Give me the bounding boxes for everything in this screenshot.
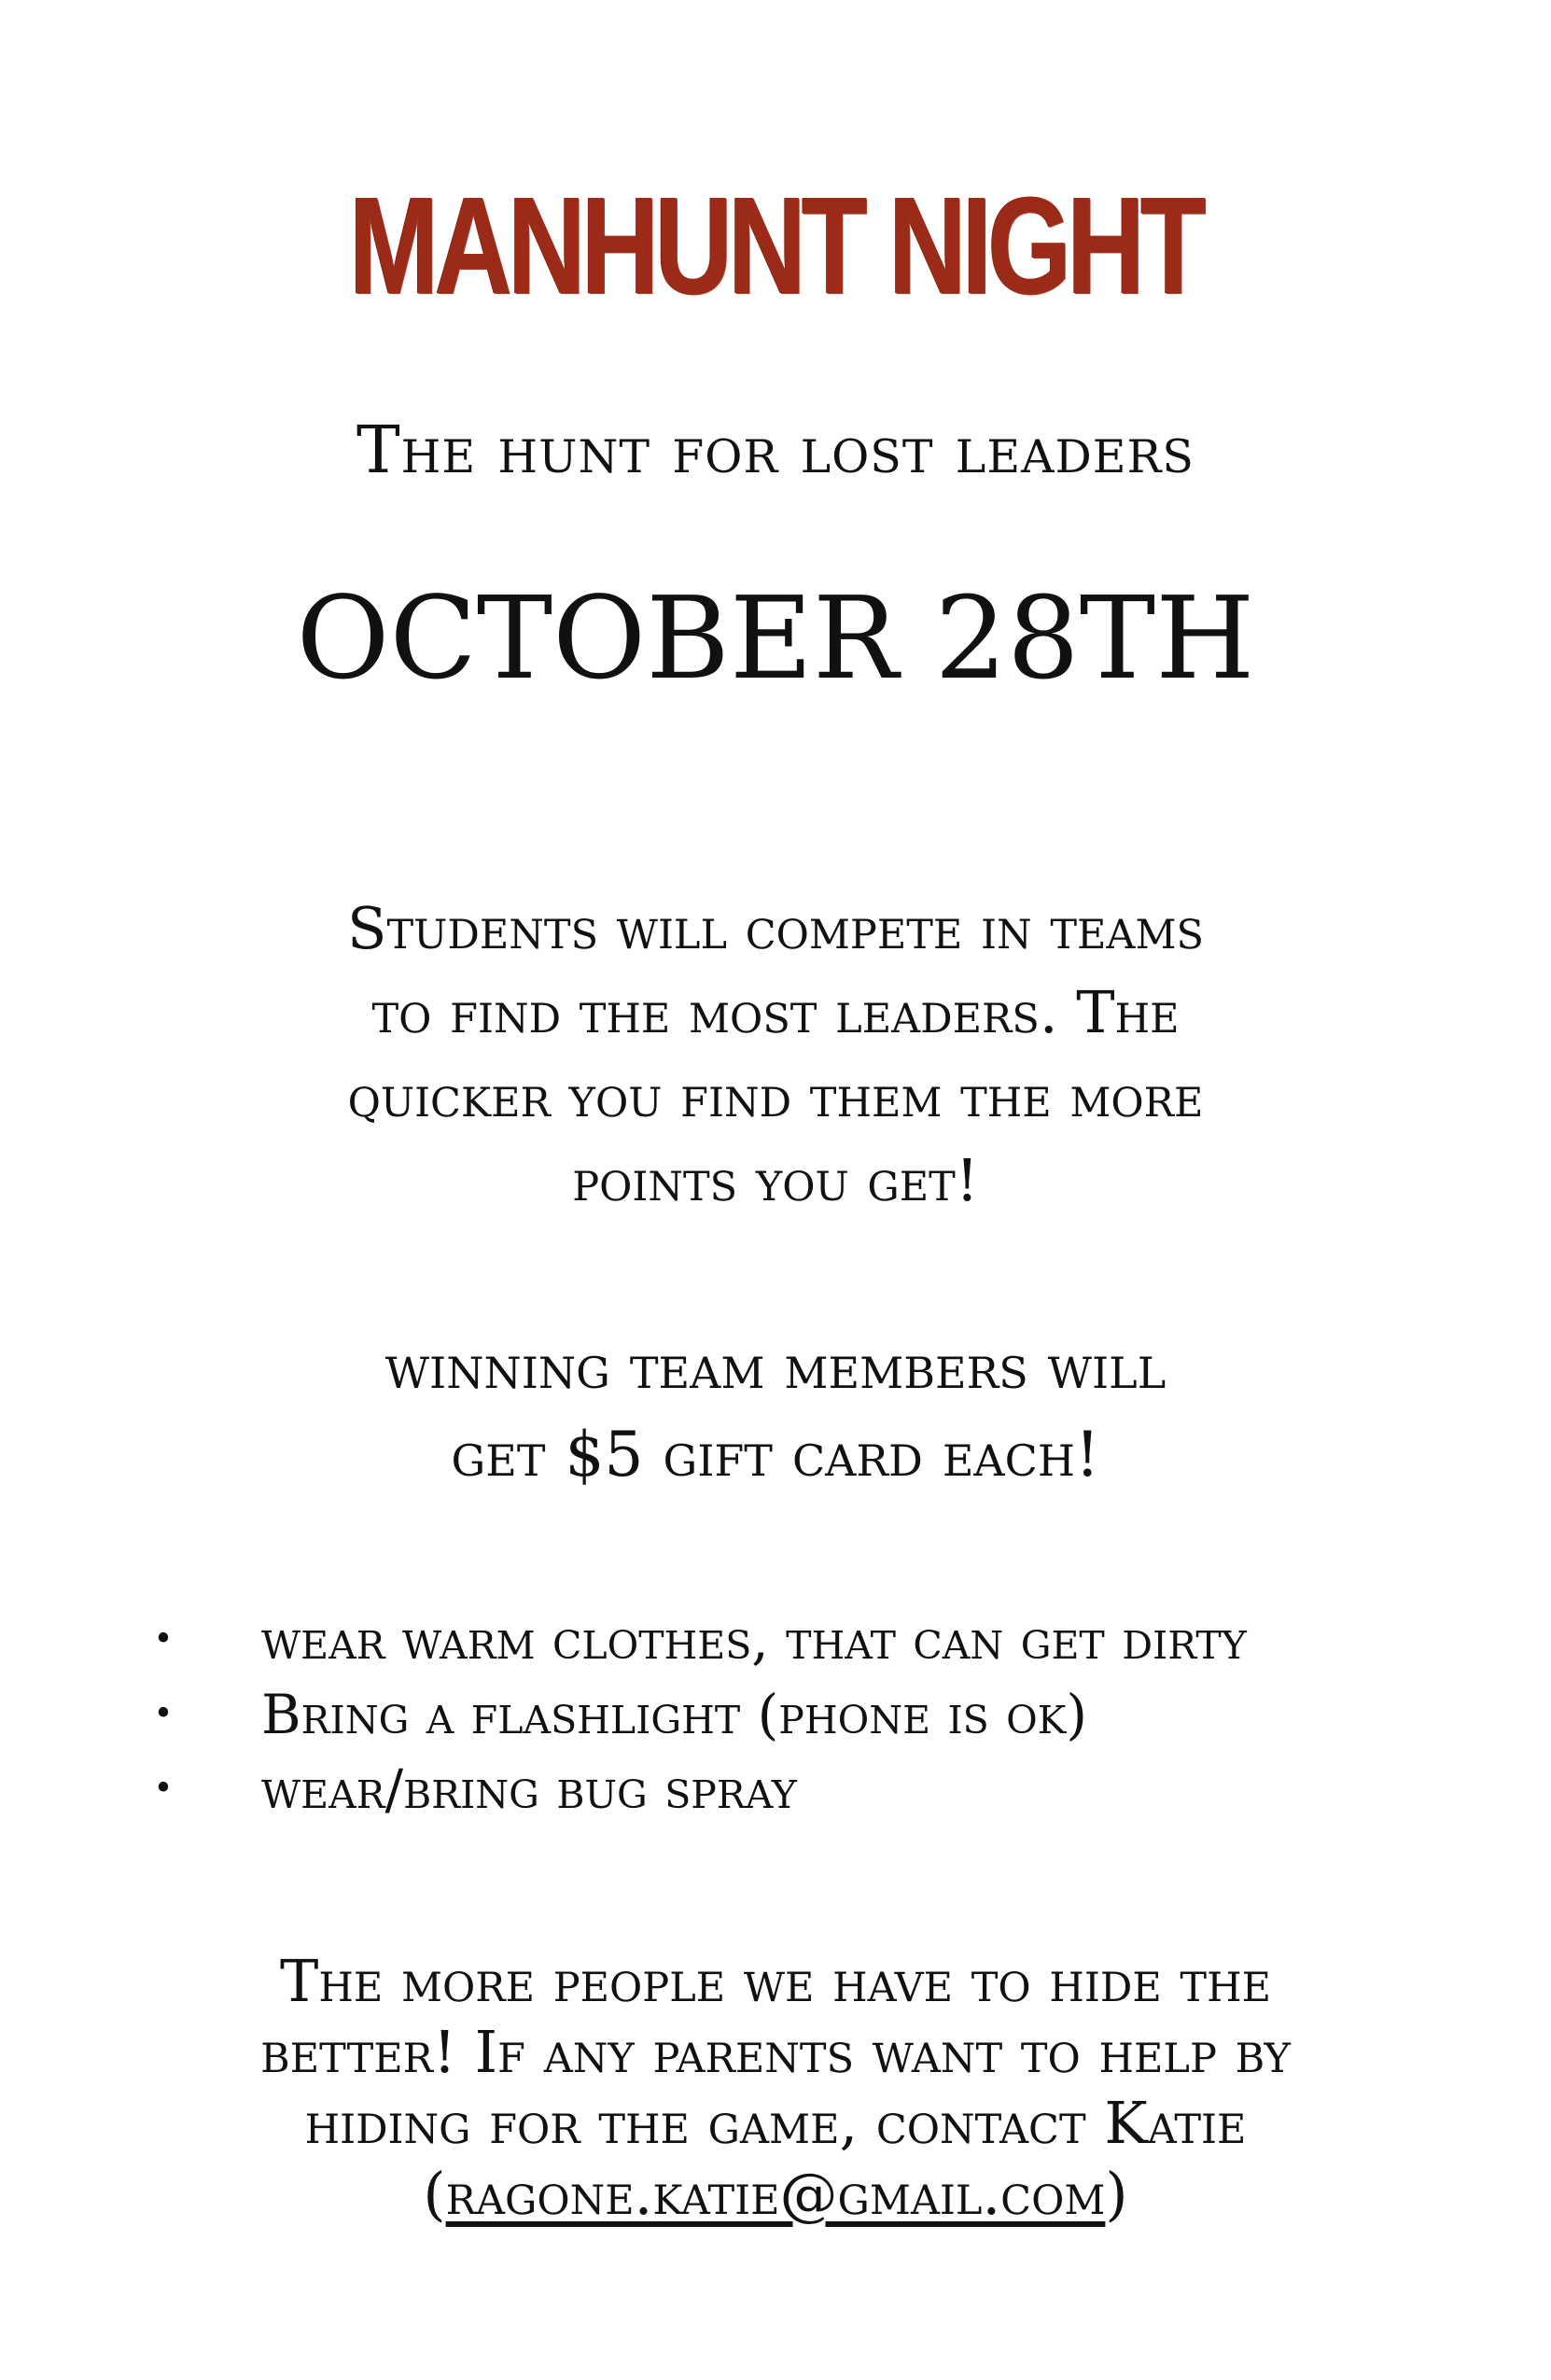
footer-line: The more people we have to hide the [280, 1947, 1271, 2015]
list-item-text: Bring a flashlight (phone is ok) [261, 1683, 1088, 1746]
bullet-icon: • [153, 1695, 174, 1733]
list-item [149, 1680, 1362, 1749]
bullet-icon: • [153, 1770, 174, 1808]
event-subtitle: The hunt for lost leaders [356, 412, 1195, 488]
footer-line: hiding for the game, contact Katie [304, 2089, 1247, 2157]
list-item-text: wear/bring bug spray [261, 1757, 797, 1821]
contact-email-link[interactable]: ragone.katie@gmail.com [445, 2160, 1106, 2228]
prize-line: get $5 gift card each! [451, 1419, 1100, 1491]
prize-announcement [131, 1323, 1420, 1499]
list-item-text: wear warm clothes, that can get dirty [261, 1608, 1247, 1672]
list-item [149, 1755, 1362, 1824]
volunteer-note [131, 1946, 1420, 2230]
description-line: quicker you find them the more [347, 1062, 1204, 1130]
event-date-suffix: TH [1079, 572, 1255, 705]
event-date-main: OCTOBER 28 [296, 572, 1080, 705]
description-line: Students will compete in teams [347, 894, 1204, 962]
paren-open: ( [423, 2160, 446, 2228]
list-item [149, 1605, 1362, 1674]
footer-line: better! If any parents want to help by [260, 2018, 1291, 2086]
description-line: to find the most leaders. The [371, 978, 1180, 1046]
description-line: points you get! [572, 1146, 979, 1214]
paren-close: ) [1105, 2160, 1128, 2228]
event-description [131, 887, 1420, 1223]
contact-line [131, 2159, 1420, 2230]
event-date [0, 572, 1551, 705]
prize-line: winning team members will [384, 1331, 1167, 1403]
requirements-list [149, 1605, 1362, 1829]
bullet-icon: • [153, 1620, 174, 1659]
event-title: MANHUNT NIGHT [349, 169, 1202, 323]
